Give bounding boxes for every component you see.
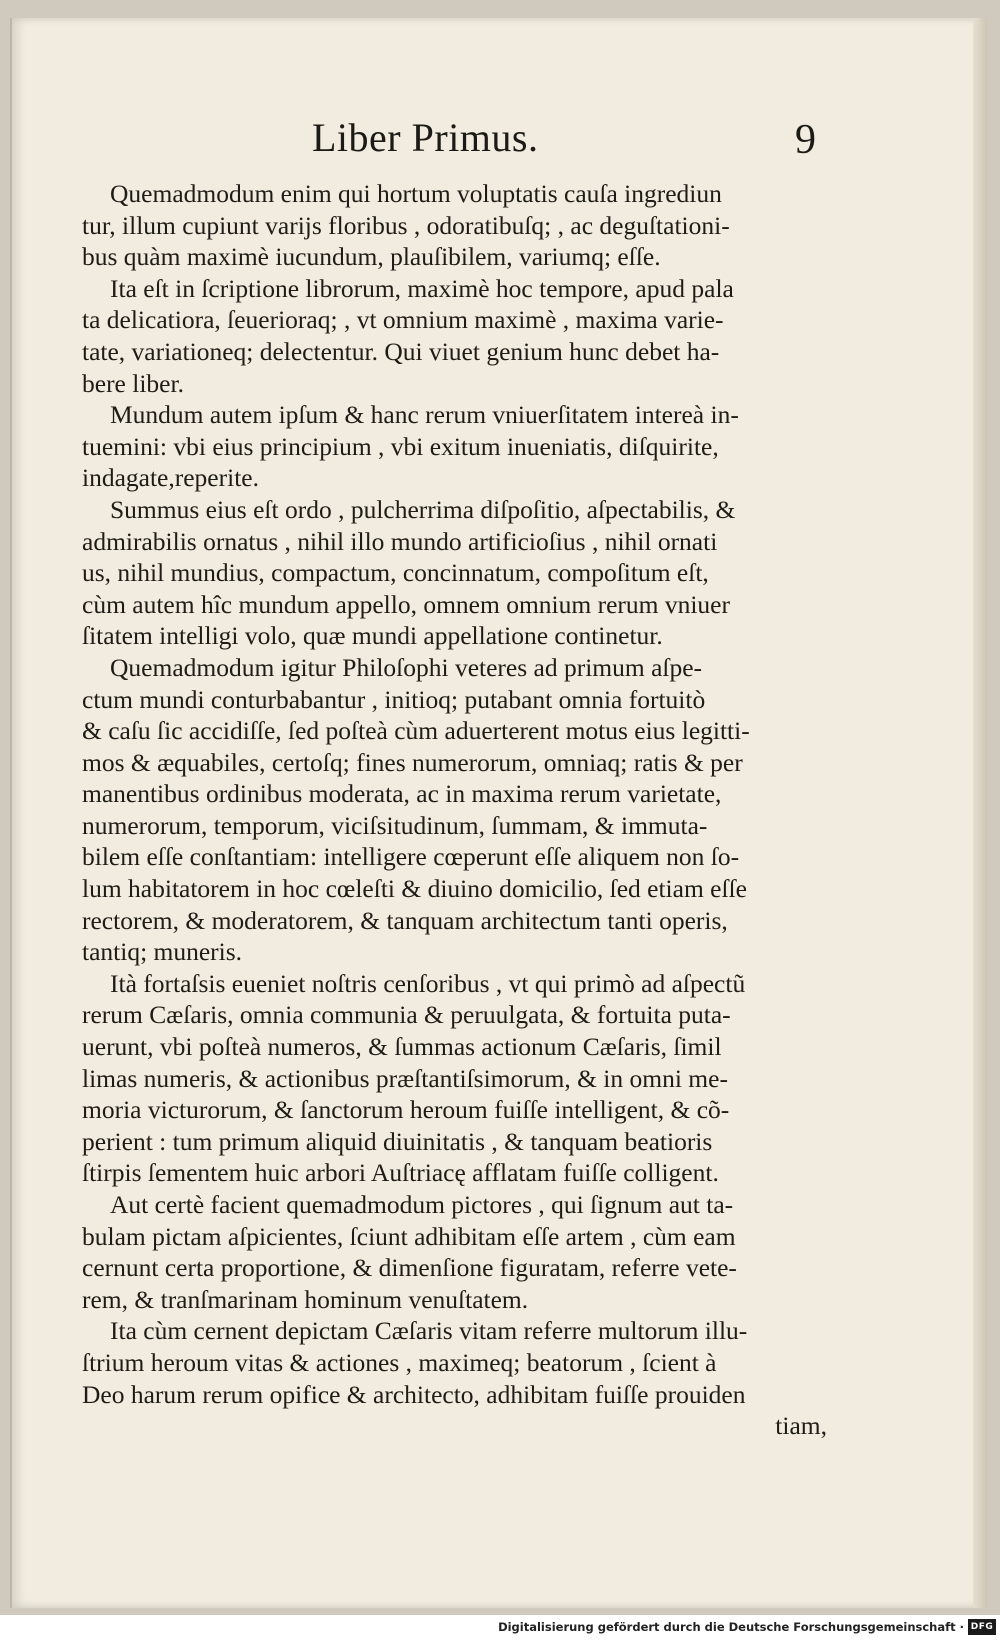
text-line: Deo harum rerum opifice & architecto, adhibitam fuiſſe prouiden — [82, 1379, 746, 1409]
text-line: rectorem, & moderatorem, & tanquam architectum tanti operis, — [82, 905, 728, 935]
text-line: numerorum, temporum, viciſsitudinum, ſummam, & immuta- — [82, 810, 708, 840]
text-line: moria victurorum, & ſanctorum heroum fuiſſe intelligent, & cõ- — [82, 1095, 730, 1125]
text-line: rem, & tranſmarinam hominum venuſtatem. — [82, 1284, 529, 1314]
book-page — [10, 18, 987, 1608]
text-line: bilem eſſe conſtantiam: intelligere cœperunt eſſe aliquem non ſo- — [82, 842, 740, 872]
dfg-logo: DFG — [968, 1619, 996, 1635]
text-line: tuemini: vbi eius principium , vbi exitum inueniatis, diſquirite, — [82, 431, 719, 461]
page-header — [12, 114, 987, 174]
text-line: mos & æquabiles, certoſq; fines numerorum, omniaq; ratis & per — [82, 747, 743, 777]
text-line: Quemadmodum igitur Philoſophi veteres ad primum aſpe- — [110, 652, 703, 682]
page-edge — [973, 18, 987, 1608]
text-line: Ita eſt in ſcriptione librorum, maximè hoc tempore, apud pala — [110, 273, 734, 303]
page-number: 9 — [795, 117, 816, 163]
text-line: ta delicatiora, ſeuerioraq; , vt omnium maximè , maxima varie- — [82, 305, 724, 335]
text-line: tur, illum cupiunt varijs floribus , odoratibuſq; , ac deguſtationi- — [82, 210, 730, 240]
text-line: tiam, — [775, 1411, 827, 1441]
funding-credit: Digitalisierung gefördert durch die Deutsche Forschungsgemeinschaft · — [498, 1620, 964, 1634]
text-line: bere liber. — [82, 368, 184, 398]
text-line: Quemadmodum enim qui hortum voluptatis cauſa ingrediun — [110, 179, 722, 208]
text-line: manentibus ordinibus moderata, ac in maxima rerum varietate, — [82, 779, 722, 809]
text-line: limas numeris, & actionibus præſtantiſsimorum, & in omni me- — [82, 1063, 728, 1093]
text-line: ſtirpis ſementem huic arbori Auſtriacę afflatam fuiſſe colligent. — [82, 1158, 719, 1188]
body-text — [82, 178, 827, 1442]
text-line: rerum Cæſaris, omnia communia & peruulgata, & fortuita puta- — [82, 1000, 731, 1030]
text-line: cùm autem hîc mundum appello, omnem omnium rerum vniuer — [82, 589, 730, 619]
text-line: tate, variationeq; delectentur. Qui viuet genium hunc debet ha- — [82, 336, 720, 366]
text-line: lum habitatorem in hoc cœleſti & diuino domicilio, ſed etiam eſſe — [82, 874, 747, 904]
text-line: bulam pictam aſpicientes, ſciunt adhibitam eſſe artem , cùm eam — [82, 1221, 736, 1251]
text-line: Aut certè facient quemadmodum pictores , qui ſignum aut ta- — [110, 1190, 734, 1219]
text-line: ſtrium heroum vitas & actiones , maximeq; beatorum , ſcient à — [82, 1347, 717, 1377]
text-line: indagate,reperite. — [82, 463, 259, 493]
text-line: ſitatem intelligi volo, quæ mundi appellatione continetur. — [82, 621, 663, 651]
text-line: bus quàm maximè iucundum, plauſibilem, variumq; eſſe. — [82, 242, 661, 272]
text-line: Ita cùm cernent depictam Cæſaris vitam referre multorum illu- — [110, 1316, 748, 1346]
text-line: admirabilis ornatus , nihil illo mundo artificioſius , nihil ornati — [82, 526, 718, 556]
text-line: Ità fortaſsis eueniet noſtris cenſoribus , vt qui primò ad aſpectũ — [110, 968, 746, 998]
text-line: us, nihil mundius, compactum, concinnatum, compoſitum eſt, — [82, 558, 709, 588]
text-line: perient : tum primum aliquid diuinitatis , & tanquam beatioris — [82, 1126, 713, 1156]
running-title: Liber Primus. — [312, 115, 539, 160]
text-line: ctum mundi conturbabantur , initioq; putabant omnia fortuitò — [82, 684, 706, 714]
text-line: uerunt, vbi poſteà numeros, & ſummas actionum Cæſaris, ſimil — [82, 1032, 722, 1062]
text-line: & caſu ſic accidiſſe, ſed poſteà cùm aduerterent motus eius legitti- — [82, 716, 750, 746]
text-line: Mundum autem ipſum & hanc rerum vniuerſitatem intereà in- — [110, 400, 739, 430]
text-line: Summus eius eſt ordo , pulcherrima diſpoſitio, aſpectabilis, & — [110, 494, 736, 524]
text-line: cernunt certa proportione, & dimenſione figuratam, referre vete- — [82, 1253, 737, 1283]
footer-bar — [0, 1615, 1000, 1641]
text-line: tantiq; muneris. — [82, 937, 243, 967]
